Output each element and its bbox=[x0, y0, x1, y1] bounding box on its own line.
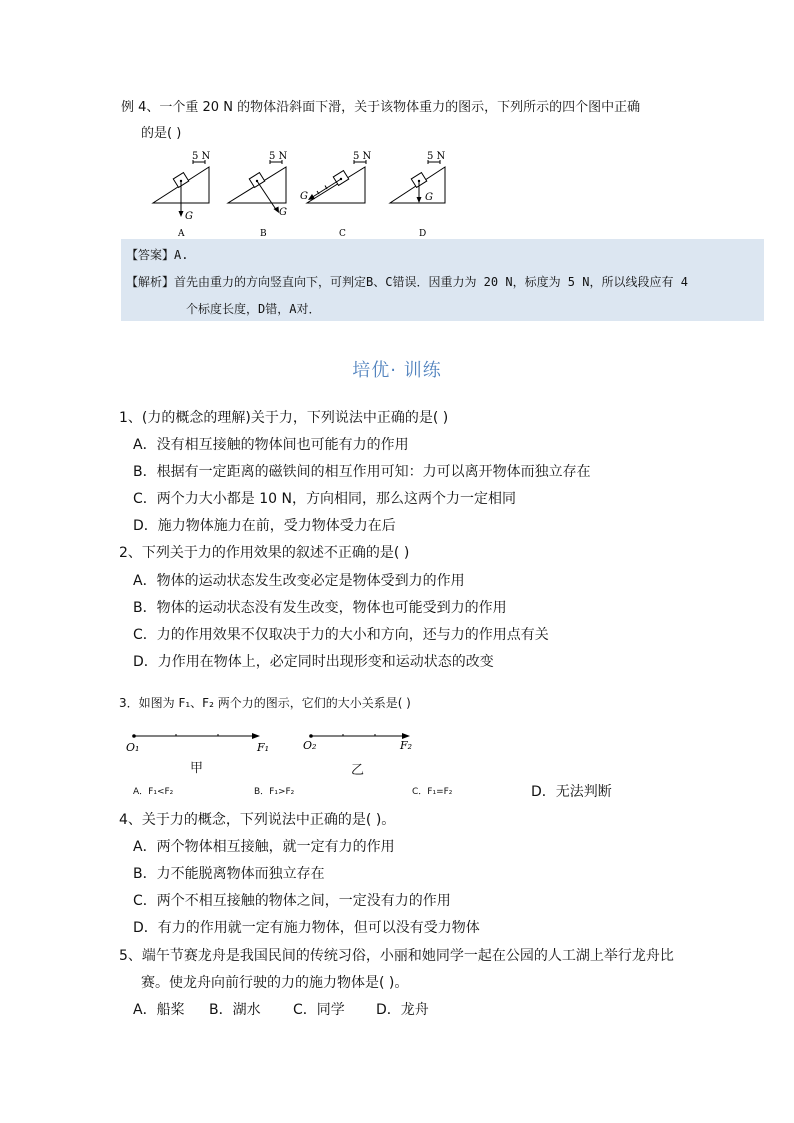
q4-option-c: C．两个不相互接触的物体之间，一定没有力的作用 bbox=[133, 893, 451, 909]
analysis-line1: 【解析】首先由重力的方向竖直向下，可判定B、C错误．因重力为 20 N，标度为 5 N，所以线段应有 4 bbox=[126, 275, 688, 289]
q3-option-d: D．无法判断 bbox=[531, 784, 612, 800]
diagram-yi bbox=[303, 733, 412, 752]
q2-option-c: C．力的作用效果不仅取决于力的大小和方向，还与力的作用点有关 bbox=[133, 627, 549, 643]
force-label-b: G bbox=[279, 207, 287, 218]
q5-option-a: A．船桨 bbox=[133, 1002, 185, 1018]
scale-label-b: 5 N bbox=[269, 151, 288, 162]
q4-stem: 4、关于力的概念，下列说法中正确的是( )。 bbox=[119, 812, 396, 828]
figure-b bbox=[228, 151, 288, 239]
caption-c: C bbox=[339, 229, 346, 239]
q1-option-a: A．没有相互接触的物体间也可能有力的作用 bbox=[133, 437, 409, 453]
q1-stem: 1、(力的概念的理解)关于力，下列说法中正确的是( ) bbox=[119, 410, 449, 426]
analysis-line2: 个标度长度，D错，A对． bbox=[186, 302, 321, 316]
example-stem-line1: 例 4、一个重 20 N 的物体沿斜面下滑，关于该物体重力的图示，下列所示的四个图中正确 bbox=[121, 100, 641, 115]
incline-figures bbox=[145, 145, 455, 240]
scale-label-c: 5 N bbox=[353, 151, 372, 162]
caption-a: A bbox=[178, 229, 185, 239]
q3-option-a: A．F₁<F₂ bbox=[133, 787, 174, 797]
q5-option-b: B．湖水 bbox=[209, 1002, 261, 1018]
caption-jia: 甲 bbox=[190, 761, 204, 776]
q5-stem-line1: 5、端午节赛龙舟是我国民间的传统习俗，小丽和她同学一起在公园的人工湖上举行龙舟比 bbox=[119, 948, 674, 964]
scale-label-a: 5 N bbox=[192, 151, 211, 162]
scale-label-d: 5 N bbox=[427, 151, 446, 162]
q1-option-b: B．根据有一定距离的磁铁间的相互作用可知：力可以离开物体而独立存在 bbox=[133, 464, 591, 480]
q2-option-d: D．力作用在物体上，必定同时出现形变和运动状态的改变 bbox=[133, 654, 494, 670]
incline-c bbox=[307, 167, 365, 203]
q3-force-diagram bbox=[120, 726, 440, 776]
q5-stem-line2: 赛。使龙舟向前行驶的力的施力物体是( )。 bbox=[141, 975, 409, 991]
diagram-jia bbox=[126, 733, 269, 754]
end-f2: F₂ bbox=[400, 739, 413, 752]
q5-option-c: C．同学 bbox=[293, 1002, 345, 1018]
q2-option-a: A．物体的运动状态发生改变必定是物体受到力的作用 bbox=[133, 573, 465, 589]
example-stem-line2: 的是( ) bbox=[141, 126, 182, 141]
origin-o1: O₁ bbox=[126, 741, 140, 754]
q1-option-c: C．两个力大小都是 10 N，方向相同，那么这两个力一定相同 bbox=[133, 491, 516, 507]
force-label-a: G bbox=[185, 211, 193, 222]
figure-c bbox=[300, 151, 372, 239]
answer-text: 【答案】A. bbox=[126, 248, 189, 262]
end-f1: F₁ bbox=[257, 741, 270, 754]
section-title: 培优· 训练 bbox=[352, 360, 442, 381]
q1-option-d: D．施力物体施力在前，受力物体受力在后 bbox=[133, 518, 396, 534]
force-label-c: G bbox=[300, 191, 308, 202]
q3-option-c: C．F₁=F₂ bbox=[412, 787, 453, 797]
q4-option-a: A．两个物体相互接触，就一定有力的作用 bbox=[133, 839, 395, 855]
q4-option-d: D．有力的作用就一定有施力物体，但可以没有受力物体 bbox=[133, 920, 480, 936]
caption-yi: 乙 bbox=[351, 763, 365, 778]
q4-option-b: B．力不能脱离物体而独立存在 bbox=[133, 866, 325, 882]
figure-d bbox=[390, 151, 446, 239]
caption-b: B bbox=[260, 229, 267, 239]
figure-a bbox=[153, 151, 211, 239]
q2-stem: 2、下列关于力的作用效果的叙述不正确的是( ) bbox=[119, 545, 410, 561]
q2-option-b: B．物体的运动状态没有发生改变，物体也可能受到力的作用 bbox=[133, 600, 507, 616]
q5-option-d: D．龙舟 bbox=[376, 1002, 429, 1018]
origin-o2: O₂ bbox=[303, 739, 317, 752]
force-arrow-b bbox=[257, 181, 277, 211]
force-arrow-c bbox=[311, 179, 341, 198]
q3-option-b: B．F₁>F₂ bbox=[254, 787, 295, 797]
force-label-d: G bbox=[425, 192, 433, 203]
q3-stem: 3．如图为 F₁、F₂ 两个力的图示，它们的大小关系是( ) bbox=[119, 696, 411, 710]
caption-d: D bbox=[419, 229, 427, 239]
